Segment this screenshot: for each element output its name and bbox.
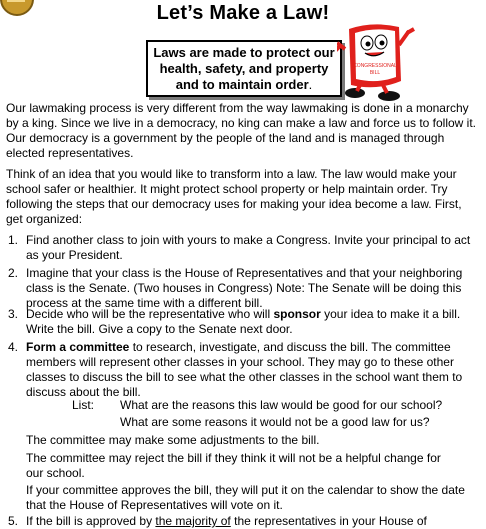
congressional-bill-character bbox=[337, 21, 417, 103]
step-5-post: the representatives in your House of bbox=[230, 514, 427, 528]
step-2-number: 2. bbox=[8, 266, 19, 280]
left-shoe bbox=[345, 88, 365, 98]
step-5-pre: If the bill is approved by bbox=[26, 514, 156, 528]
step-3-bold: sponsor bbox=[273, 307, 321, 321]
callout-line-1: Laws are made to protect our bbox=[153, 45, 335, 60]
committee-note-2: The committee may reject the bill if they think it will not be a helpful change for our school. bbox=[26, 451, 441, 480]
callout-line-3 bbox=[148, 77, 340, 93]
callout-box bbox=[146, 40, 342, 97]
committee-note-1: The committee may make some adjustments to the bill. bbox=[26, 433, 320, 447]
list-label: List: bbox=[72, 398, 95, 412]
idea-paragraph: Think of an idea that you would like to transform into a law. The law would make your school safer or healthier. It might protect school property or help maintain order. Try following the steps that our democracy uses for making your idea become a law. First, get organized: bbox=[6, 167, 462, 226]
callout-line-2: health, safety, and property bbox=[159, 61, 329, 76]
step-4-bold: Form a committee bbox=[26, 340, 130, 354]
committee-note-3: If your committee approves the bill, they will put it on the calendar to show the date that the House of Representatives will vote on it. bbox=[26, 483, 465, 512]
step-1-text: Find another class to join with yours to make a Congress. Invite your principal to act as your President. bbox=[26, 233, 471, 262]
intro-paragraph: Our lawmaking process is very different from the way lawmaking is done in a monarchy by a king. Since we live in a democracy, no king can make a law and force us to follow it. Our democracy is a government by the people of the land and is managed through elected representatives. bbox=[6, 101, 477, 160]
step-3-pre: Decide who will be the representative who will bbox=[26, 307, 274, 321]
bill-label-top: CONGRESSIONAL bbox=[353, 63, 397, 69]
step-5-underline: the majority of bbox=[155, 514, 231, 528]
step-4-number: 4. bbox=[8, 340, 19, 354]
step-5-number: 5. bbox=[8, 514, 19, 528]
callout-line-3-text: and to maintain order bbox=[175, 77, 309, 92]
question-1: What are the reasons this law would be good for our school? bbox=[120, 398, 443, 412]
step-2-text: Imagine that your class is the House of Representatives and that your neighboring class is the Senate. (Two houses in Congress) Note: The Senate will be doing this process at the same time with a different bill. bbox=[26, 266, 463, 310]
right-shoe bbox=[378, 91, 400, 101]
callout-period: . bbox=[308, 77, 313, 92]
page-title: Let’s Make a Law! bbox=[156, 2, 330, 24]
step-1-number: 1. bbox=[8, 233, 19, 247]
question-2: What are some reasons it would not be a good law for us? bbox=[120, 415, 430, 429]
bill-label-bottom: BILL bbox=[369, 70, 381, 76]
step-4-post: to research, investigate, and discuss the bill. The committee members will represent other classes in your school. They may go to these other classes to discuss the bill to see what the other classes in the school want them to discuss about the bill. bbox=[26, 340, 463, 399]
step-3-number: 3. bbox=[8, 307, 19, 321]
step-3-post: your idea to make it a bill. Write the bill. Give a copy to the Senate next door. bbox=[26, 307, 461, 336]
step-3-text bbox=[26, 307, 478, 337]
step-4-text bbox=[26, 340, 478, 400]
